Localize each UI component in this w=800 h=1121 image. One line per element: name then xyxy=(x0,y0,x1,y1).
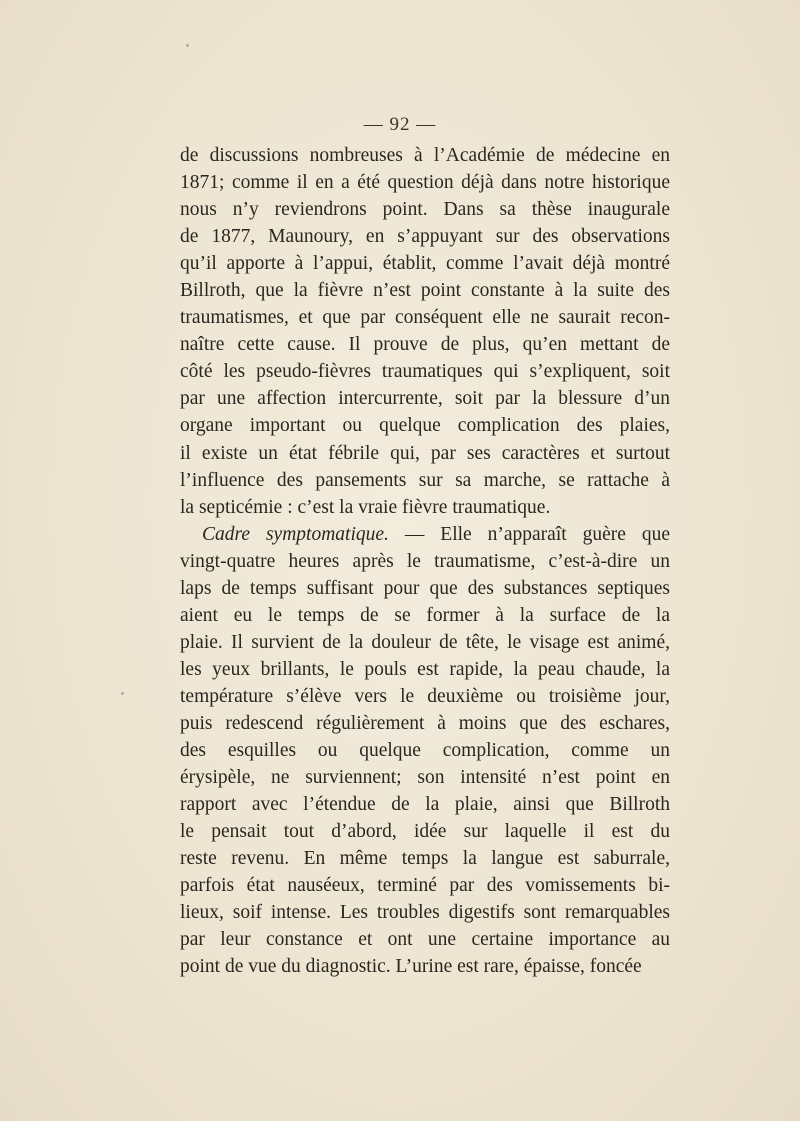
text-line: rapport avec l’étendue de la plaie, ainsi que Billroth xyxy=(180,794,670,816)
text-line: point de vue du diagnostic. L’urine est rare, épaisse, foncée xyxy=(180,956,642,978)
text-line: puis redescend régulièrement à moins que des eschares, xyxy=(180,712,670,734)
text-line: par leur constance et ont une certaine importance au xyxy=(180,929,670,951)
text-line: vingt-quatre heures après le traumatisme, c’est-à-dire un xyxy=(180,550,670,572)
text-line: température s’élève vers le deuxième ou troisième jour, xyxy=(180,685,670,707)
text-line: Billroth, que la fièvre n’est point constante à la suite des xyxy=(180,280,670,302)
text-line: la septicémie : c’est la vraie fièvre traumatique. xyxy=(180,496,551,518)
paper-speck xyxy=(121,692,124,695)
section-heading: Cadre symptomatique. xyxy=(202,523,389,545)
text-line: organe important ou quelque complication des plaies, xyxy=(180,415,670,437)
text-line: naître cette cause. Il prouve de plus, qu’en mettant de xyxy=(180,334,670,356)
text-line: 1871; comme il en a été question déjà dans notre historique xyxy=(180,172,670,194)
text-line: laps de temps suffisant pour que des substances septiques xyxy=(180,577,670,599)
text-line: aient eu le temps de se former à la surface de la xyxy=(180,604,670,626)
text-line: plaie. Il survient de la douleur de tête, le visage est animé, xyxy=(180,631,670,653)
page-number: — 92 — xyxy=(363,114,437,135)
text-line: les yeux brillants, le pouls est rapide, la peau chaude, la xyxy=(180,658,670,680)
text-line: par une affection intercurrente, soit par la blessure d’un xyxy=(180,388,670,410)
text-line: il existe un état fébrile qui, par ses caractères et surtout xyxy=(180,442,670,464)
text-line: lieux, soif intense. Les troubles digestifs sont remarquables xyxy=(180,902,670,924)
section-heading-line xyxy=(180,521,670,548)
text-line: érysipèle, ne surviennent; son intensité n’est point en xyxy=(180,767,670,789)
text-line: reste revenu. En même temps la langue est saburrale, xyxy=(180,848,670,870)
section-heading-rest: — Elle n’apparaît guère que xyxy=(388,523,670,545)
text-line: traumatismes, et que par conséquent elle ne saurait recon- xyxy=(180,307,670,329)
body-text xyxy=(180,142,670,980)
text-line: parfois état nauséeux, terminé par des vomissements bi- xyxy=(180,875,670,897)
text-line: côté les pseudo-fièvres traumatiques qui s’expliquent, soit xyxy=(180,361,670,383)
text-line: l’influence des pansements sur sa marche, se rattache à xyxy=(180,469,670,491)
text-line: de discussions nombreuses à l’Académie de médecine en xyxy=(180,145,670,166)
paper-speck xyxy=(186,44,189,47)
text-line: qu’il apporte à l’appui, établit, comme l’avait déjà montré xyxy=(180,253,670,275)
text-line: le pensait tout d’abord, idée sur laquelle il est du xyxy=(180,821,670,843)
text-line: des esquilles ou quelque complication, comme un xyxy=(180,740,670,762)
text-line: de 1877, Maunoury, en s’appuyant sur des observations xyxy=(180,226,670,248)
text-line: nous n’y reviendrons point. Dans sa thèse inaugurale xyxy=(180,199,670,221)
